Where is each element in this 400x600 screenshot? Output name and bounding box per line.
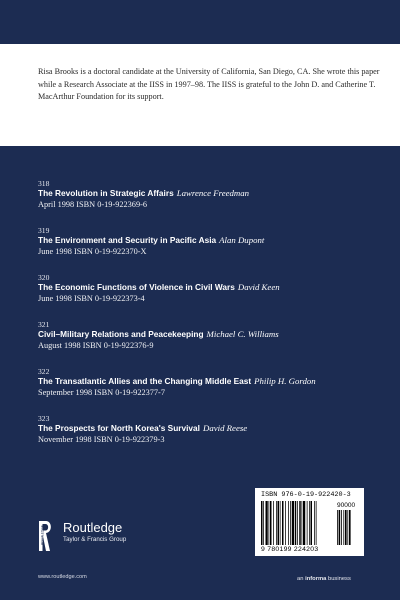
- series-title: Civil–Military Relations and Peacekeeping: [38, 329, 204, 339]
- series-title: The Prospects for North Korea's Survival: [38, 423, 200, 433]
- logo-letters: ROUTLEDGE: [40, 525, 45, 545]
- series-entry: [38, 226, 388, 273]
- adelphi-series-list: [38, 179, 388, 461]
- series-author: Philip H. Gordon: [254, 376, 316, 386]
- series-author: David Reese: [202, 423, 248, 433]
- series-title: The Revolution in Strategic Affairs: [38, 188, 174, 198]
- series-number: 319: [38, 226, 50, 235]
- series-details: June 1998 ISBN 0-19-922370-X: [38, 247, 147, 256]
- barcode-isbn-label: ISBN 976-0-19-922420-3: [261, 491, 351, 499]
- barcode-digits: 9 780199 224203: [261, 546, 319, 553]
- informa-tagline: an informa business: [297, 576, 351, 582]
- barcode-addon-label: 90000: [337, 502, 356, 509]
- series-entry: [38, 320, 388, 367]
- series-title-line: [38, 235, 388, 246]
- series-title-line: [38, 423, 388, 434]
- series-entry: [38, 179, 388, 226]
- series-number: 318: [38, 179, 50, 188]
- series-author: Alan Dupont: [219, 235, 265, 245]
- series-entry: [38, 414, 388, 461]
- isbn-barcode: [255, 488, 364, 556]
- author-bio-panel: [0, 44, 400, 146]
- series-details: June 1998 ISBN 0-19-922373-4: [38, 294, 145, 303]
- series-title-line: [38, 329, 388, 340]
- series-title: The Environment and Security in Pacific Asia: [38, 235, 217, 245]
- series-title-line: [38, 376, 388, 387]
- publisher-group: Taylor & Francis Group: [63, 536, 127, 543]
- series-details: November 1998 ISBN 0-19-922379-3: [38, 435, 165, 444]
- series-entry: [38, 367, 388, 414]
- series-author: Lawrence Freedman: [176, 188, 250, 198]
- series-author: David Keen: [237, 282, 280, 292]
- barcode-bars: [261, 501, 358, 545]
- series-title-line: [38, 188, 388, 199]
- series-title-line: [38, 282, 388, 293]
- series-number: 320: [38, 273, 50, 282]
- author-bio: Risa Brooks is a doctoral candidate at the University of California, San Diego, CA. She wrote this paper while a Research Associate at the IISS in 1997–98. The IISS is grateful to the John D. and Catherine T. MacArthur Foundation for its support.: [38, 67, 380, 102]
- series-number: 323: [38, 414, 50, 423]
- publisher-name: Routledge: [63, 520, 123, 535]
- series-details: September 1998 ISBN 0-19-922377-7: [38, 388, 165, 397]
- series-title: The Transatlantic Allies and the Changing Middle East: [38, 376, 252, 386]
- publisher-website: www.routledge.com: [38, 574, 87, 580]
- series-entry: [38, 273, 388, 320]
- series-author: Michael C. Williams: [206, 329, 279, 339]
- series-number: 322: [38, 367, 50, 376]
- routledge-r-icon: [38, 520, 58, 552]
- series-title: The Economic Functions of Violence in Civil Wars: [38, 282, 235, 292]
- series-number: 321: [38, 320, 50, 329]
- series-details: August 1998 ISBN 0-19-922376-9: [38, 341, 154, 350]
- series-details: April 1998 ISBN 0-19-922369-6: [38, 200, 148, 209]
